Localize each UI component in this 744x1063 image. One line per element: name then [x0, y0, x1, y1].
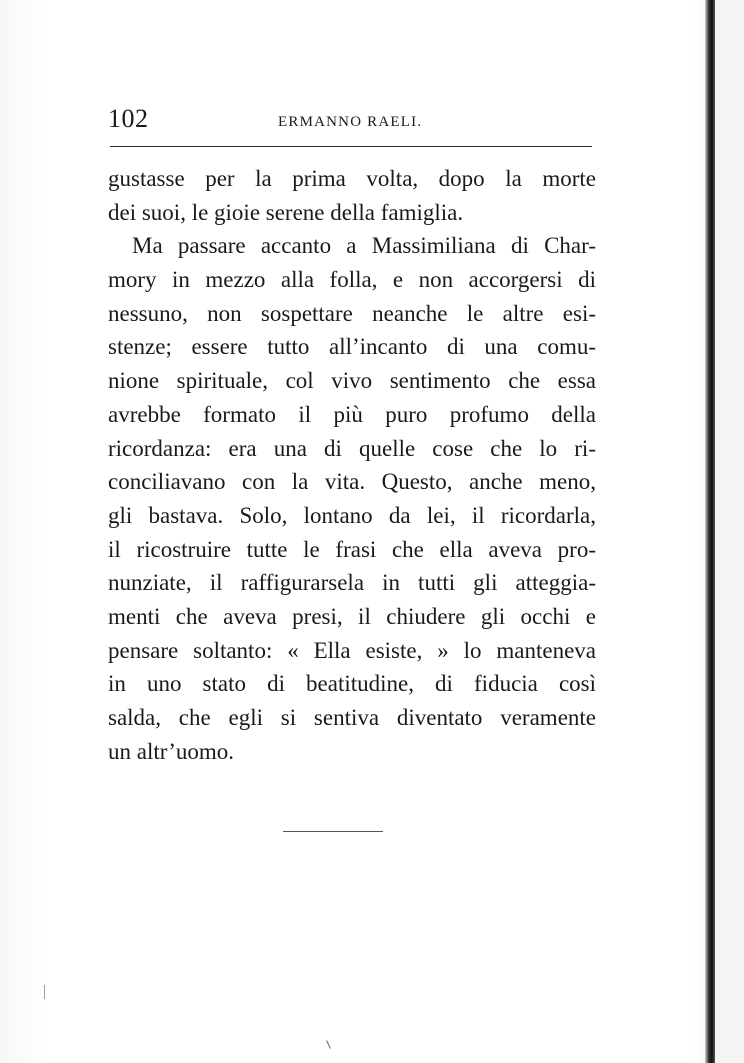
text-line: gustasse per la prima volta, dopo la morte [108, 166, 596, 191]
text-line: avrebbe formato il più puro profumo della [108, 401, 596, 427]
text-line: gli bastava. Solo, lontano da lei, il ricordarla, [108, 502, 596, 528]
running-head [108, 104, 592, 140]
paper-speck [44, 985, 45, 999]
header-rule [110, 146, 592, 147]
page-margin-right [715, 0, 744, 1063]
text-line: in uno stato di beatitudine, di fiducia così [108, 671, 596, 697]
text-line: nunziate, il raffigurarsela in tutti gli atteggia- [108, 570, 596, 596]
text-line: nessuno, non sospettare neanche le altre esi- [108, 300, 596, 326]
running-title: ERMANNO RAELI. [278, 114, 423, 130]
text-line: Ma passare accanto a Massimiliana di Char- [132, 233, 596, 259]
text-line: ricordanza: era una di quelle cose che lo ri- [108, 435, 596, 461]
book-spine-shadow [705, 0, 715, 1063]
text-line: il ricostruire tutte le frasi che ella aveva pro- [108, 536, 596, 562]
chapter-end-rule [283, 831, 383, 832]
text-line: conciliavano con la vita. Questo, anche meno, [108, 469, 596, 495]
text-line: mory in mezzo alla folla, e non accorgersi di [108, 267, 596, 293]
body-text [108, 162, 596, 768]
text-line: stenze; essere tutto all’incanto di una comu- [108, 334, 596, 360]
text-line: salda, che egli si sentiva diventato veramente [108, 705, 596, 730]
text-line: un altr’uomo. [108, 738, 235, 764]
text-line: menti che aveva presi, il chiudere gli occhi e [108, 603, 596, 629]
paper-speck [326, 1040, 331, 1049]
text-line: pensare soltanto: « Ella esiste, » lo manteneva [108, 637, 596, 663]
text-line: nione spirituale, col vivo sentimento che essa [108, 368, 596, 394]
page-number: 102 [108, 104, 149, 133]
text-line: dei suoi, le gioie serene della famiglia. [108, 199, 464, 225]
